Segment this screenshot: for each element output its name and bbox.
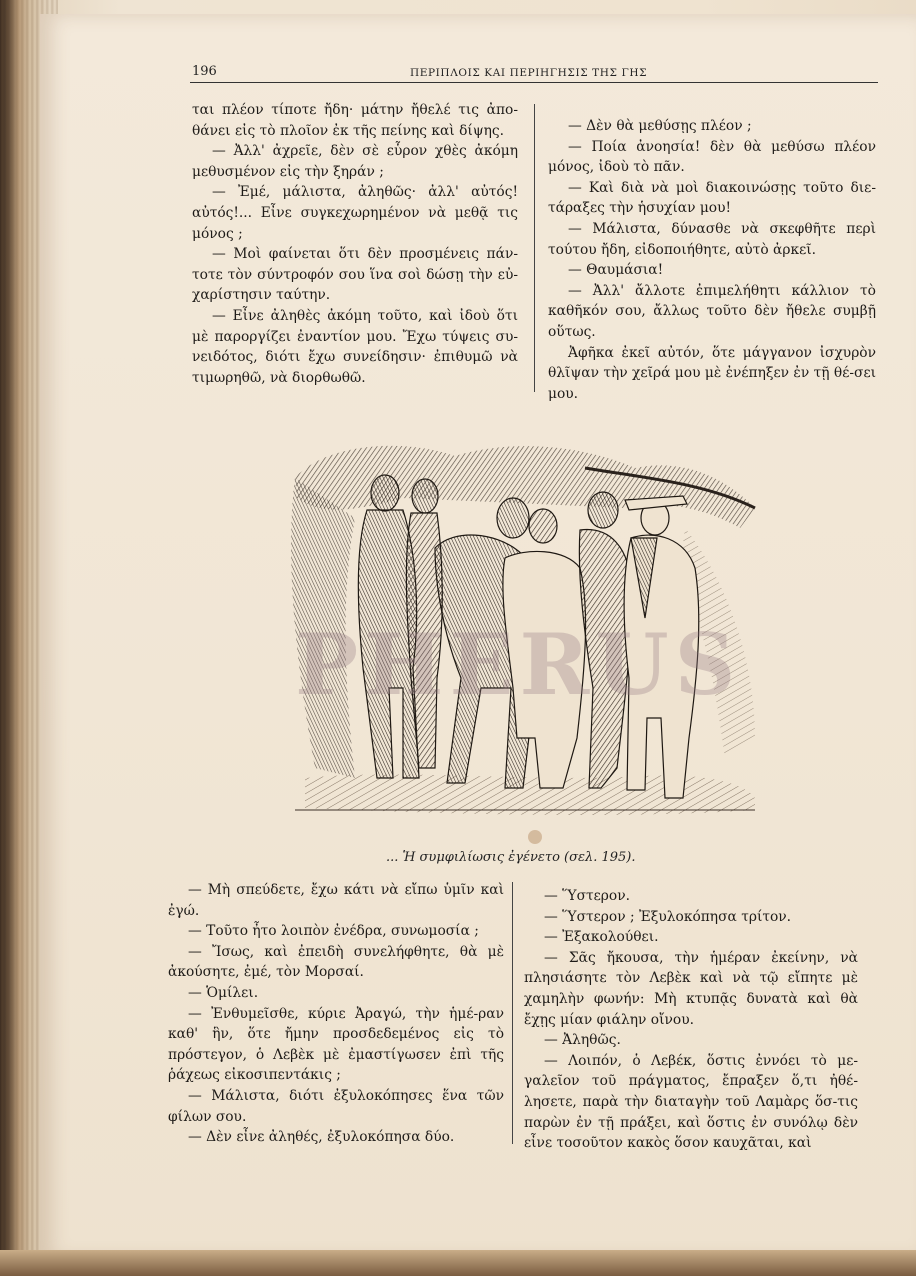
paragraph: — Μοὶ φαίνεται ὅτι δὲν προσμένεις πάν-τοτε τὸν σύντροφόν σου ἵνα σοὶ δώσῃ τὴν εὐ-χαρίστησιν ταύτην. — [192, 246, 518, 304]
page-edge-strip — [0, 1250, 916, 1276]
paragraph: ται πλέον τίποτε ἤδη· μάτην ἤθελέ τις ἀπο-θάνει εἰς τὸ πλοῖον ἐκ τῆς πείνης καὶ δίψης. — [192, 102, 518, 139]
paragraph: — Θαυμάσια! — [568, 262, 664, 279]
running-head: ΠΕΡΙΠΛΟΙΣ ΚΑΙ ΠΕΡΙΗΓΗΣΙΣ ΤΗΣ ΓΗΣ — [410, 67, 648, 79]
paragraph: — Λοιπόν, ὁ Λεβέκ, ὅστις ἐννόει τὸ με-γαλεῖον τοῦ πράγματος, ἔπραξεν ὅ,τι ἠθέ-λησετε, παρὰ τὴν διαταγὴν τοῦ Λαμὰρς ὅσ-τις παρὼν ἐν τῇ πράξει, καὶ ὅστις ἐν συνόλῳ δὲν εἶνε τοσοῦτον κακὸς ὅσον καυχᾶται, καὶ — [524, 1052, 858, 1152]
paragraph: — Μὴ σπεύδετε, ἔχω κάτι νὰ εἴπω ὑμῖν καὶ ἐγώ. — [168, 882, 504, 919]
paragraph: — Ποία ἀνοησία! δὲν θὰ μεθύσω πλέον μόνος, ἰδοὺ τὸ πᾶν. — [548, 138, 876, 176]
paragraph: — Ἴσως, καὶ ἐπειδὴ συνελήφθητε, θὰ μὲ ἀκούσητε, ἐμέ, τὸν Μορσαί. — [168, 943, 504, 981]
paragraph: — Ἀληθῶς. — [544, 1032, 621, 1049]
top-left-column — [192, 100, 518, 388]
ground — [305, 774, 755, 815]
column-rule — [534, 104, 535, 392]
paragraph: — Μάλιστα, δύνασθε νὰ σκεφθῆτε περὶ τούτου ἤδη, εἰδοποιήθητε, αὐτὸ ἀρκεῖ. — [548, 220, 876, 258]
paragraph: — Ὕστερον. — [544, 888, 630, 904]
paragraph: — Ἐνθυμεῖσθε, κύριε Ἀραγώ, τὴν ἡμέ-ραν καθ' ἣν, ὅτε ἤμην προσδεδεμένος εἰς τὸ πρόστεγον, ὁ Λεβὲκ μὲ ἐμαστίγωσεν ἐπὶ τῆς ῥάχεως εἰκοσιπεντάκις ; — [168, 1005, 504, 1084]
paragraph: — Δὲν θὰ μεθύσῃς πλέον ; — [568, 118, 752, 134]
paragraph: — Τοῦτο ἦτο λοιπὸν ἐνέδρα, συνωμοσία ; — [188, 923, 479, 940]
paragraph: — Ὕστερον ; Ἐξυλοκόπησα τρίτον. — [544, 908, 792, 925]
paragraph: — Μάλιστα, διότι ἐξυλοκόπησες ἕνα τῶν φίλων σου. — [168, 1087, 504, 1125]
watermark-text: PHERUS — [295, 615, 742, 714]
paragraph: — Δὲν εἶνε ἀληθές, ἐξυλοκόπησα δύο. — [188, 1129, 455, 1146]
paragraph: Ἀφῆκα ἐκεῖ αὐτόν, ὅτε μάγγανον ἰσχυρὸν θλῖψαν τὴν χεῖρά μου μὲ ἐνέπηξεν ἐν τῇ θέ-σει μου. — [548, 344, 876, 402]
bottom-right-column — [524, 886, 858, 1154]
paragraph: — Ἐξακολούθει. — [544, 929, 659, 946]
paragraph: — Σᾶς ἤκουσα, τὴν ἡμέραν ἐκείνην, νὰ πλησιάσητε τὸν Λεβὲκ καὶ νὰ τῷ εἴπητε μὲ χαμηλὴν φωνήν: Μὴ κτυπᾷς δυνατὰ καὶ θὰ ἔχῃς μίαν φιάλην οἴνου. — [524, 949, 858, 1028]
paragraph: — Εἶνε ἀληθὲς ἀκόμη τοῦτο, καὶ ἰδοὺ ὅτι μὲ παροργίζει ἐναντίον μου. Ἔχω τύψεις συ-νειδότος, διότι ἔχω συνείδησιν· ἐπιθυμῶ νὰ τιμωρηθῶ, νὰ διορθωθῶ. — [192, 307, 518, 386]
bottom-left-column — [168, 880, 504, 1148]
paragraph: — Καὶ διὰ νὰ μοὶ διακοινώσῃς τοῦτο διε-τάραξες τὴν ἡσυχίαν μου! — [548, 179, 876, 217]
paper-stain — [528, 830, 542, 844]
page-number: 196 — [192, 64, 217, 79]
paragraph: — Ἀλλ' ἀχρεῖε, δὲν σὲ εὗρον χθὲς ἀκόμη μεθυσμένον εἰς τὴν ξηράν ; — [192, 143, 518, 180]
column-rule — [512, 882, 513, 1144]
header-rule — [190, 82, 878, 83]
top-right-column — [548, 116, 876, 404]
figure-caption: ... Ἡ συμφιλίωσις ἐγένετο (σελ. 195). — [386, 850, 636, 865]
paragraph: — Ἀλλ' ἄλλοτε ἐπιμελήθητι κάλλιον τὸ καθῆκόν σου, ἄλλως τοῦτο δὲν ἤθελε συμβῇ οὕτως. — [548, 282, 876, 340]
paragraph: — Ὁμίλει. — [188, 984, 259, 1001]
paragraph: — Ἐμέ, μάλιστα, ἀληθῶς· ἀλλ' αὐτός! αὐτός!... Εἶνε συγκεχωρημένον νὰ μεθᾷ τις μόνος ; — [192, 184, 518, 242]
